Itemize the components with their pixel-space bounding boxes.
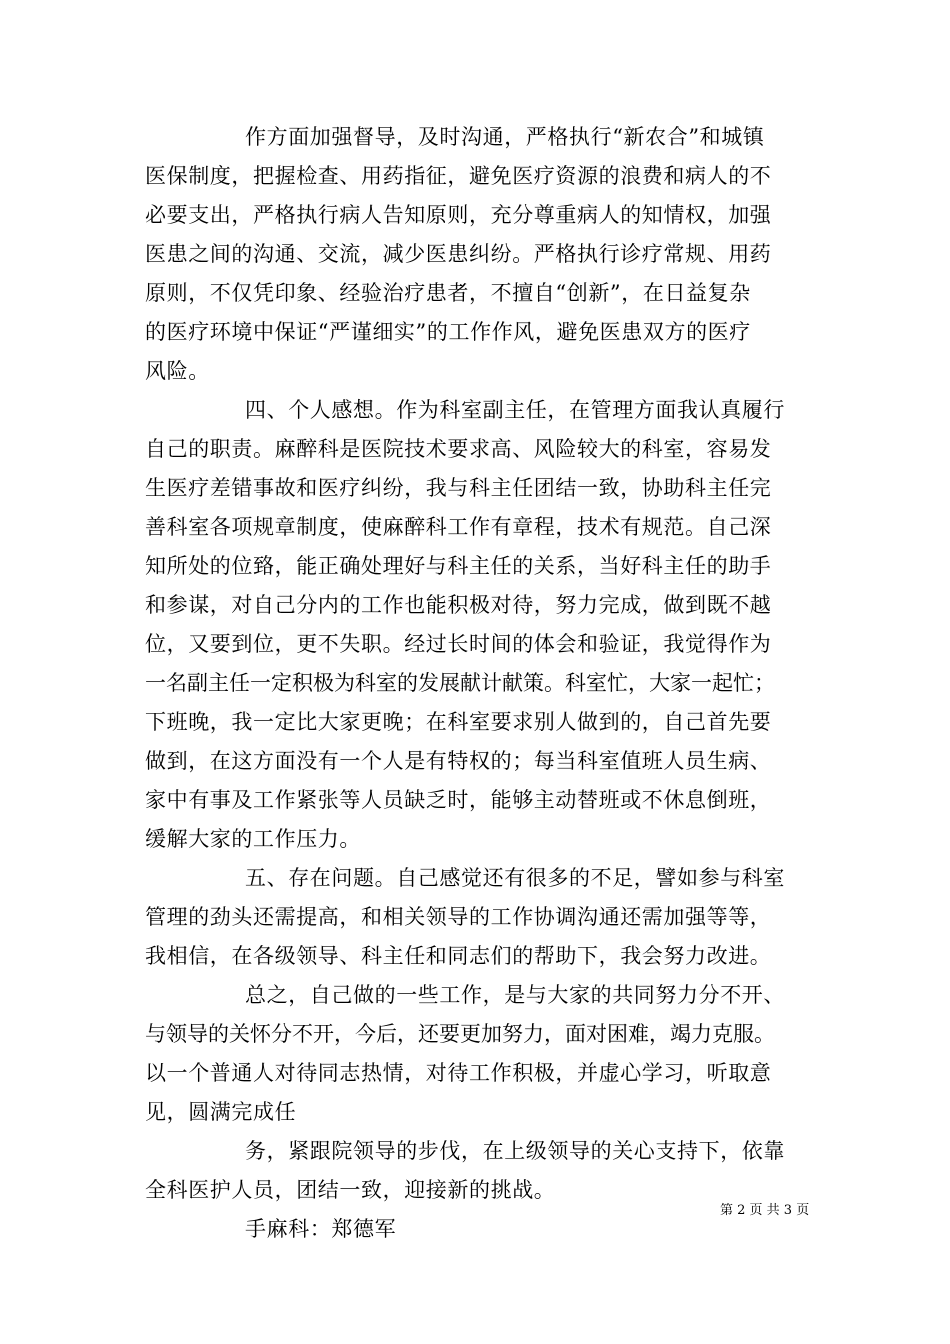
text-line: 一名副主任一定积极为科室的发展献计献策。科室忙，大家一起忙； bbox=[145, 671, 775, 695]
text-line: 善科室各项规章制度，使麻醉科工作有章程，技术有规范。自己深 bbox=[145, 515, 772, 539]
text-line: 务，紧跟院领导的步伐，在上级领导的关心支持下，依靠 bbox=[245, 1139, 785, 1163]
text-line: 全科医护人员，团结一致，迎接新的挑战。 bbox=[145, 1178, 556, 1202]
text-line: 我相信，在各级领导、科主任和同志们的帮助下，我会努力改进。 bbox=[145, 944, 772, 968]
text-line: 知所处的位臵，能正确处理好与科主任的关系，当好科主任的助手 bbox=[145, 554, 772, 578]
text-line: 医保制度，把握检查、用药指征，避免医疗资源的浪费和病人的不 bbox=[145, 164, 772, 188]
page-number: 第 2 页 共 3 页 bbox=[720, 1203, 810, 1218]
text-line: 原则，不仅凭印象、经验治疗患者，不擅自“创新”，在日益复杂 bbox=[145, 281, 751, 305]
text-line: 风险。 bbox=[145, 359, 210, 383]
signature-line: 手麻科：郑德军 bbox=[245, 1217, 397, 1241]
text-line: 总之，自己做的一些工作，是与大家的共同努力分不开、 bbox=[245, 983, 785, 1007]
text-line: 与领导的关怀分不开，今后，还要更加努力，面对困难，竭力克服。 bbox=[145, 1022, 775, 1046]
document-body bbox=[145, 118, 815, 1249]
text-line: 生医疗差错事故和医疗纠纷，我与科主任团结一致，协助科主任完 bbox=[145, 476, 772, 500]
text-line: 缓解大家的工作压力。 bbox=[145, 827, 361, 851]
text-line: 四、个人感想。作为科室副主任，在管理方面我认真履行 bbox=[245, 398, 785, 422]
text-line: 自己的职责。麻醉科是医院技术要求高、风险较大的科室，容易发 bbox=[145, 437, 772, 461]
text-line: 下班晚，我一定比大家更晚；在科室要求别人做到的，自己首先要 bbox=[145, 710, 772, 734]
text-line: 必要支出，严格执行病人告知原则，充分尊重病人的知情权，加强 bbox=[145, 203, 772, 227]
text-line: 的医疗环境中保证“严谨细实”的工作作风，避免医患双方的医疗 bbox=[145, 320, 751, 344]
text-line: 以一个普通人对待同志热情，对待工作积极，并虚心学习，听取意 bbox=[145, 1061, 772, 1085]
text-line: 做到，在这方面没有一个人是有特权的；每当科室值班人员生病、 bbox=[145, 749, 772, 773]
text-line: 见，圆满完成任 bbox=[145, 1100, 297, 1124]
text-line: 位，又要到位，更不失职。经过长时间的体会和验证，我觉得作为 bbox=[145, 632, 772, 656]
text-line: 管理的劲头还需提高，和相关领导的工作协调沟通还需加强等等， bbox=[145, 905, 772, 929]
text-line: 家中有事及工作紧张等人员缺乏时，能够主动替班或不休息倒班， bbox=[145, 788, 772, 812]
text-line: 作方面加强督导，及时沟通，严格执行“新农合”和城镇 bbox=[245, 125, 765, 149]
text-line: 和参谋，对自己分内的工作也能积极对待，努力完成，做到既不越 bbox=[145, 593, 772, 617]
text-line: 医患之间的沟通、交流，减少医患纠纷。严格执行诊疗常规、用药 bbox=[145, 242, 772, 266]
text-line: 五、存在问题。自己感觉还有很多的不足，譬如参与科室 bbox=[245, 866, 785, 890]
